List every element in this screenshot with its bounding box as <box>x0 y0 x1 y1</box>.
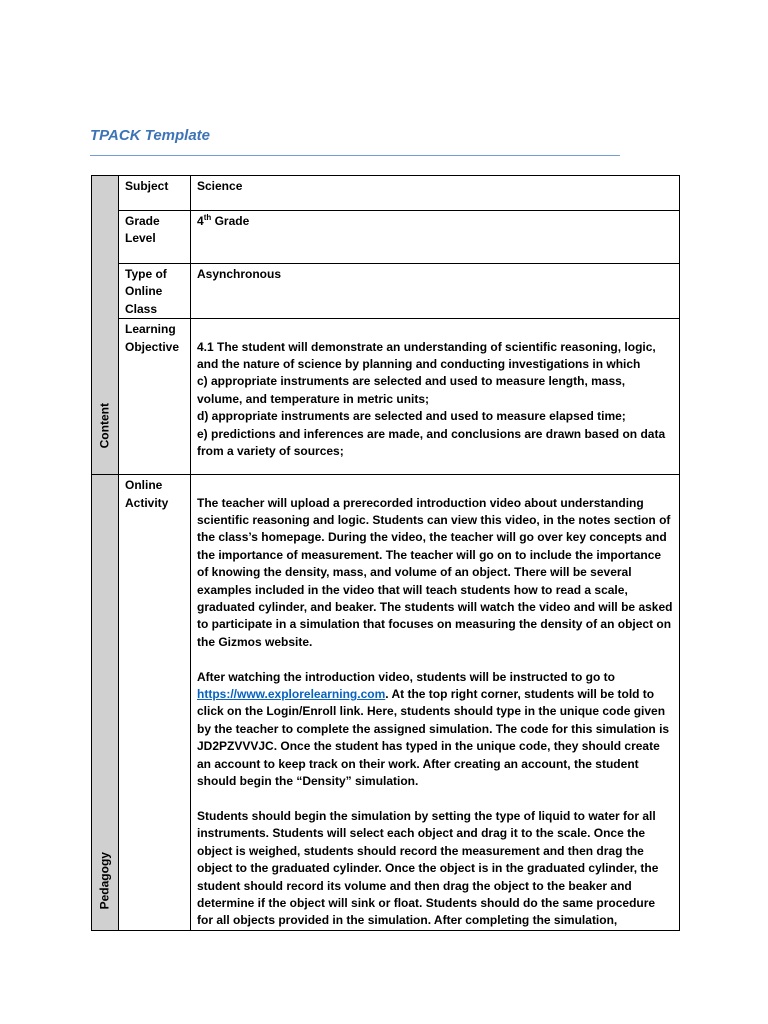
row-value-objective <box>191 319 680 475</box>
table-row-activity <box>92 475 680 931</box>
row-label-subject: Subject <box>119 176 191 211</box>
row-value-activity <box>191 475 680 931</box>
side-cell-content <box>92 176 119 475</box>
table-row-type <box>92 264 680 319</box>
objective-line-e: e) predictions and inferences are made, and conclusions are drawn based on data from a variety of sources; <box>197 426 666 459</box>
tpack-table <box>91 175 680 931</box>
side-label-content: Content <box>97 402 112 449</box>
activity-paragraph-1: The teacher will upload a prerecorded introduction video about understanding scientific reasoning and logic. Students can view this video, in the notes section of the class’s homepage. During the video, the teacher will go over key concepts and the importance of measurement. The teacher will go on to include the importance of knowing the density, mass, and volume of an object. There will be several examples included in the video that will teach students how to read a scale, graduated cylinder, and beaker. The students will watch the video and will be asked to participate in a simulation that focuses on measuring the density of an object on the Gizmos website. <box>197 495 673 649</box>
objective-line-c: c) appropriate instruments are selected and used to measure length, mass, volume, and temperature in metric units; <box>197 374 626 406</box>
table-row-subject <box>92 176 680 211</box>
row-value-type: Asynchronous <box>191 264 680 319</box>
grade-number: 4 <box>197 214 204 228</box>
row-value-grade <box>191 211 680 264</box>
grade-word: Grade <box>211 214 250 228</box>
grade-suffix: th <box>203 213 212 222</box>
row-label-grade: Grade Level <box>119 211 191 264</box>
explorelearning-link[interactable]: https://www.explorelearning.com <box>197 687 386 702</box>
activity-p2-end: . At the top right corner, students will be told to click on the Login/Enroll link. Here, students should type in the unique code given by the teacher to complete the assigned simulation. The code for this simulation is JD2PZVVVJC. Once the student has typed in the unique code, they should create an account to keep track on their work. After creating an account, the student should begin the “Density” simulation. <box>197 687 670 789</box>
table-row-objective <box>92 319 680 475</box>
objective-line-main: 4.1 The student will demonstrate an understanding of scientific reasoning, logic, and the nature of science by planning and conducting investigations in which <box>197 339 656 372</box>
activity-paragraph-3: Students should begin the simulation by setting the type of liquid to water for all instruments. Students will select each object and drag it to the scale. Once the object is weighed, students should record the measurement and then drag the object to the graduated cylinder. Once the object is in the graduated cylinder, the student should record its volume and then drag the object to the beaker and determine if the object will sink or float. Students should do the same procedure for all objects provided in the simulation. After completing the simulation, <box>197 808 659 928</box>
title-underline <box>90 155 620 156</box>
activity-p2-start: After watching the introduction video, students will be instructed to go to <box>197 669 616 684</box>
side-label-pedagogy: Pedagogy <box>97 852 112 910</box>
row-label-activity: Online Activity <box>119 475 191 931</box>
objective-line-d: d) appropriate instruments are selected and used to measure elapsed time; <box>197 409 626 424</box>
side-cell-pedagogy <box>92 475 119 931</box>
document-title: TPACK Template <box>90 127 211 144</box>
row-label-type: Type of Online Class <box>119 264 191 319</box>
row-value-subject: Science <box>191 176 680 211</box>
row-label-objective: Learning Objective <box>119 319 191 475</box>
table-row-grade <box>92 211 680 264</box>
activity-paragraph-2 <box>197 669 673 791</box>
